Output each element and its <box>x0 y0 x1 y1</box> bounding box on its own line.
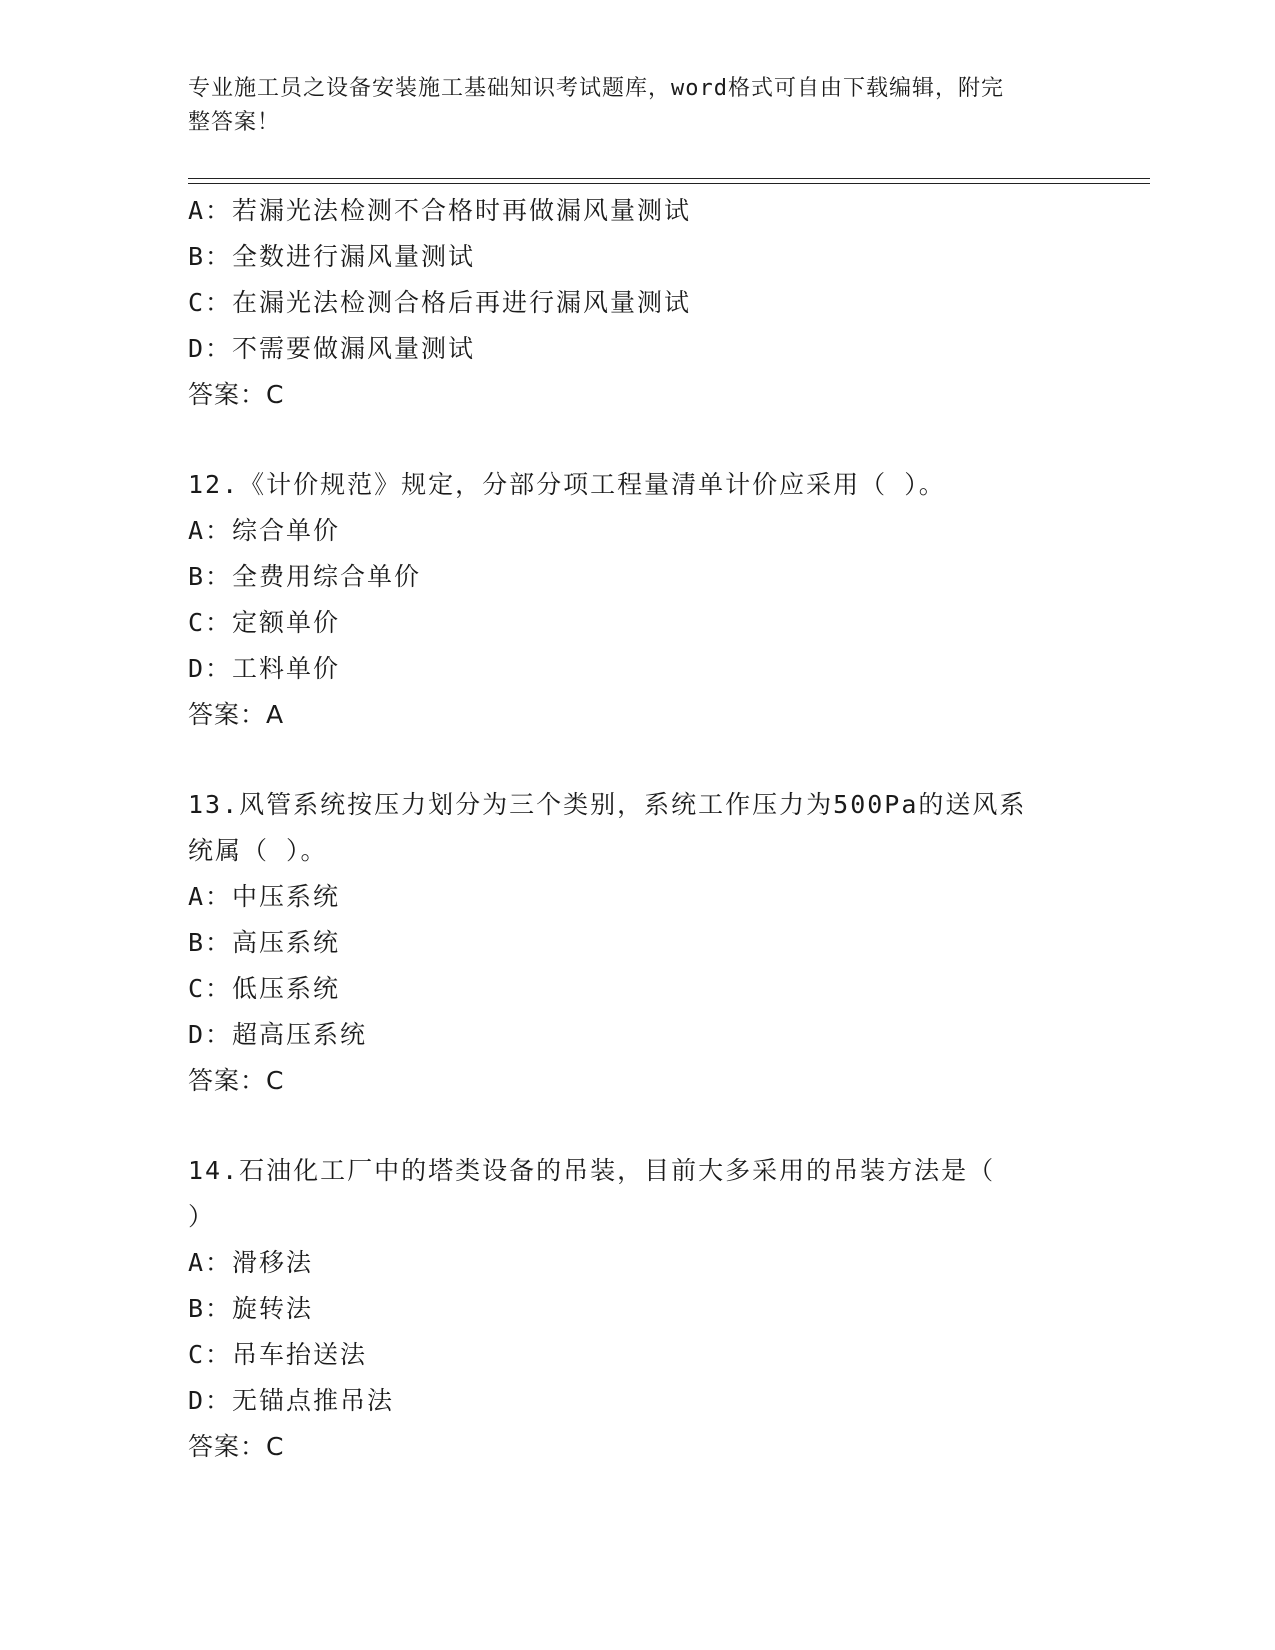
question-text-line-2: 统属（ ）。 <box>188 836 328 865</box>
question-11 <box>188 188 1088 418</box>
question-text-line-2: ） <box>188 1202 216 1231</box>
option-d: D：无锚点推吊法 <box>188 1386 395 1415</box>
option-c: C：定额单价 <box>188 608 341 637</box>
question-text-line-1: 13.风管系统按压力划分为三个类别，系统工作压力为500Pa的送风系 <box>188 790 1027 819</box>
answer: 答案：A <box>188 700 285 729</box>
question-text: 12.《计价规范》规定，分部分项工程量清单计价应采用（ ）。 <box>188 470 946 499</box>
question-13 <box>188 782 1088 1104</box>
option-c: C：在漏光法检测合格后再进行漏风量测试 <box>188 288 692 317</box>
option-c: C：吊车抬送法 <box>188 1340 368 1369</box>
option-a: A：滑移法 <box>188 1248 314 1277</box>
option-a: A：若漏光法检测不合格时再做漏风量测试 <box>188 196 692 225</box>
header-line-1: 专业施工员之设备安装施工基础知识考试题库，word格式可自由下载编辑，附完 <box>188 76 1004 101</box>
question-text <box>188 1148 1068 1240</box>
question-list <box>188 188 1088 1470</box>
option-b: B：全费用综合单价 <box>188 562 422 591</box>
answer: 答案：C <box>188 380 285 409</box>
option-a: A：综合单价 <box>188 516 341 545</box>
question-text <box>188 782 1068 874</box>
question-12 <box>188 462 1088 738</box>
header-divider-top <box>188 178 1150 179</box>
option-a: A：中压系统 <box>188 882 341 911</box>
option-d: D：超高压系统 <box>188 1020 368 1049</box>
option-b: B：旋转法 <box>188 1294 314 1323</box>
option-b: B：高压系统 <box>188 928 341 957</box>
document-header <box>188 72 1088 140</box>
answer: 答案：C <box>188 1432 285 1461</box>
question-14 <box>188 1148 1088 1470</box>
header-divider-bottom <box>188 183 1150 184</box>
header-line-2: 整答案！ <box>188 110 281 135</box>
option-b: B：全数进行漏风量测试 <box>188 242 476 271</box>
option-d: D：工料单价 <box>188 654 341 683</box>
option-d: D：不需要做漏风量测试 <box>188 334 476 363</box>
option-c: C：低压系统 <box>188 974 341 1003</box>
answer: 答案：C <box>188 1066 285 1095</box>
question-text-line-1: 14.石油化工厂中的塔类设备的吊装，目前大多采用的吊装方法是（ <box>188 1156 996 1185</box>
